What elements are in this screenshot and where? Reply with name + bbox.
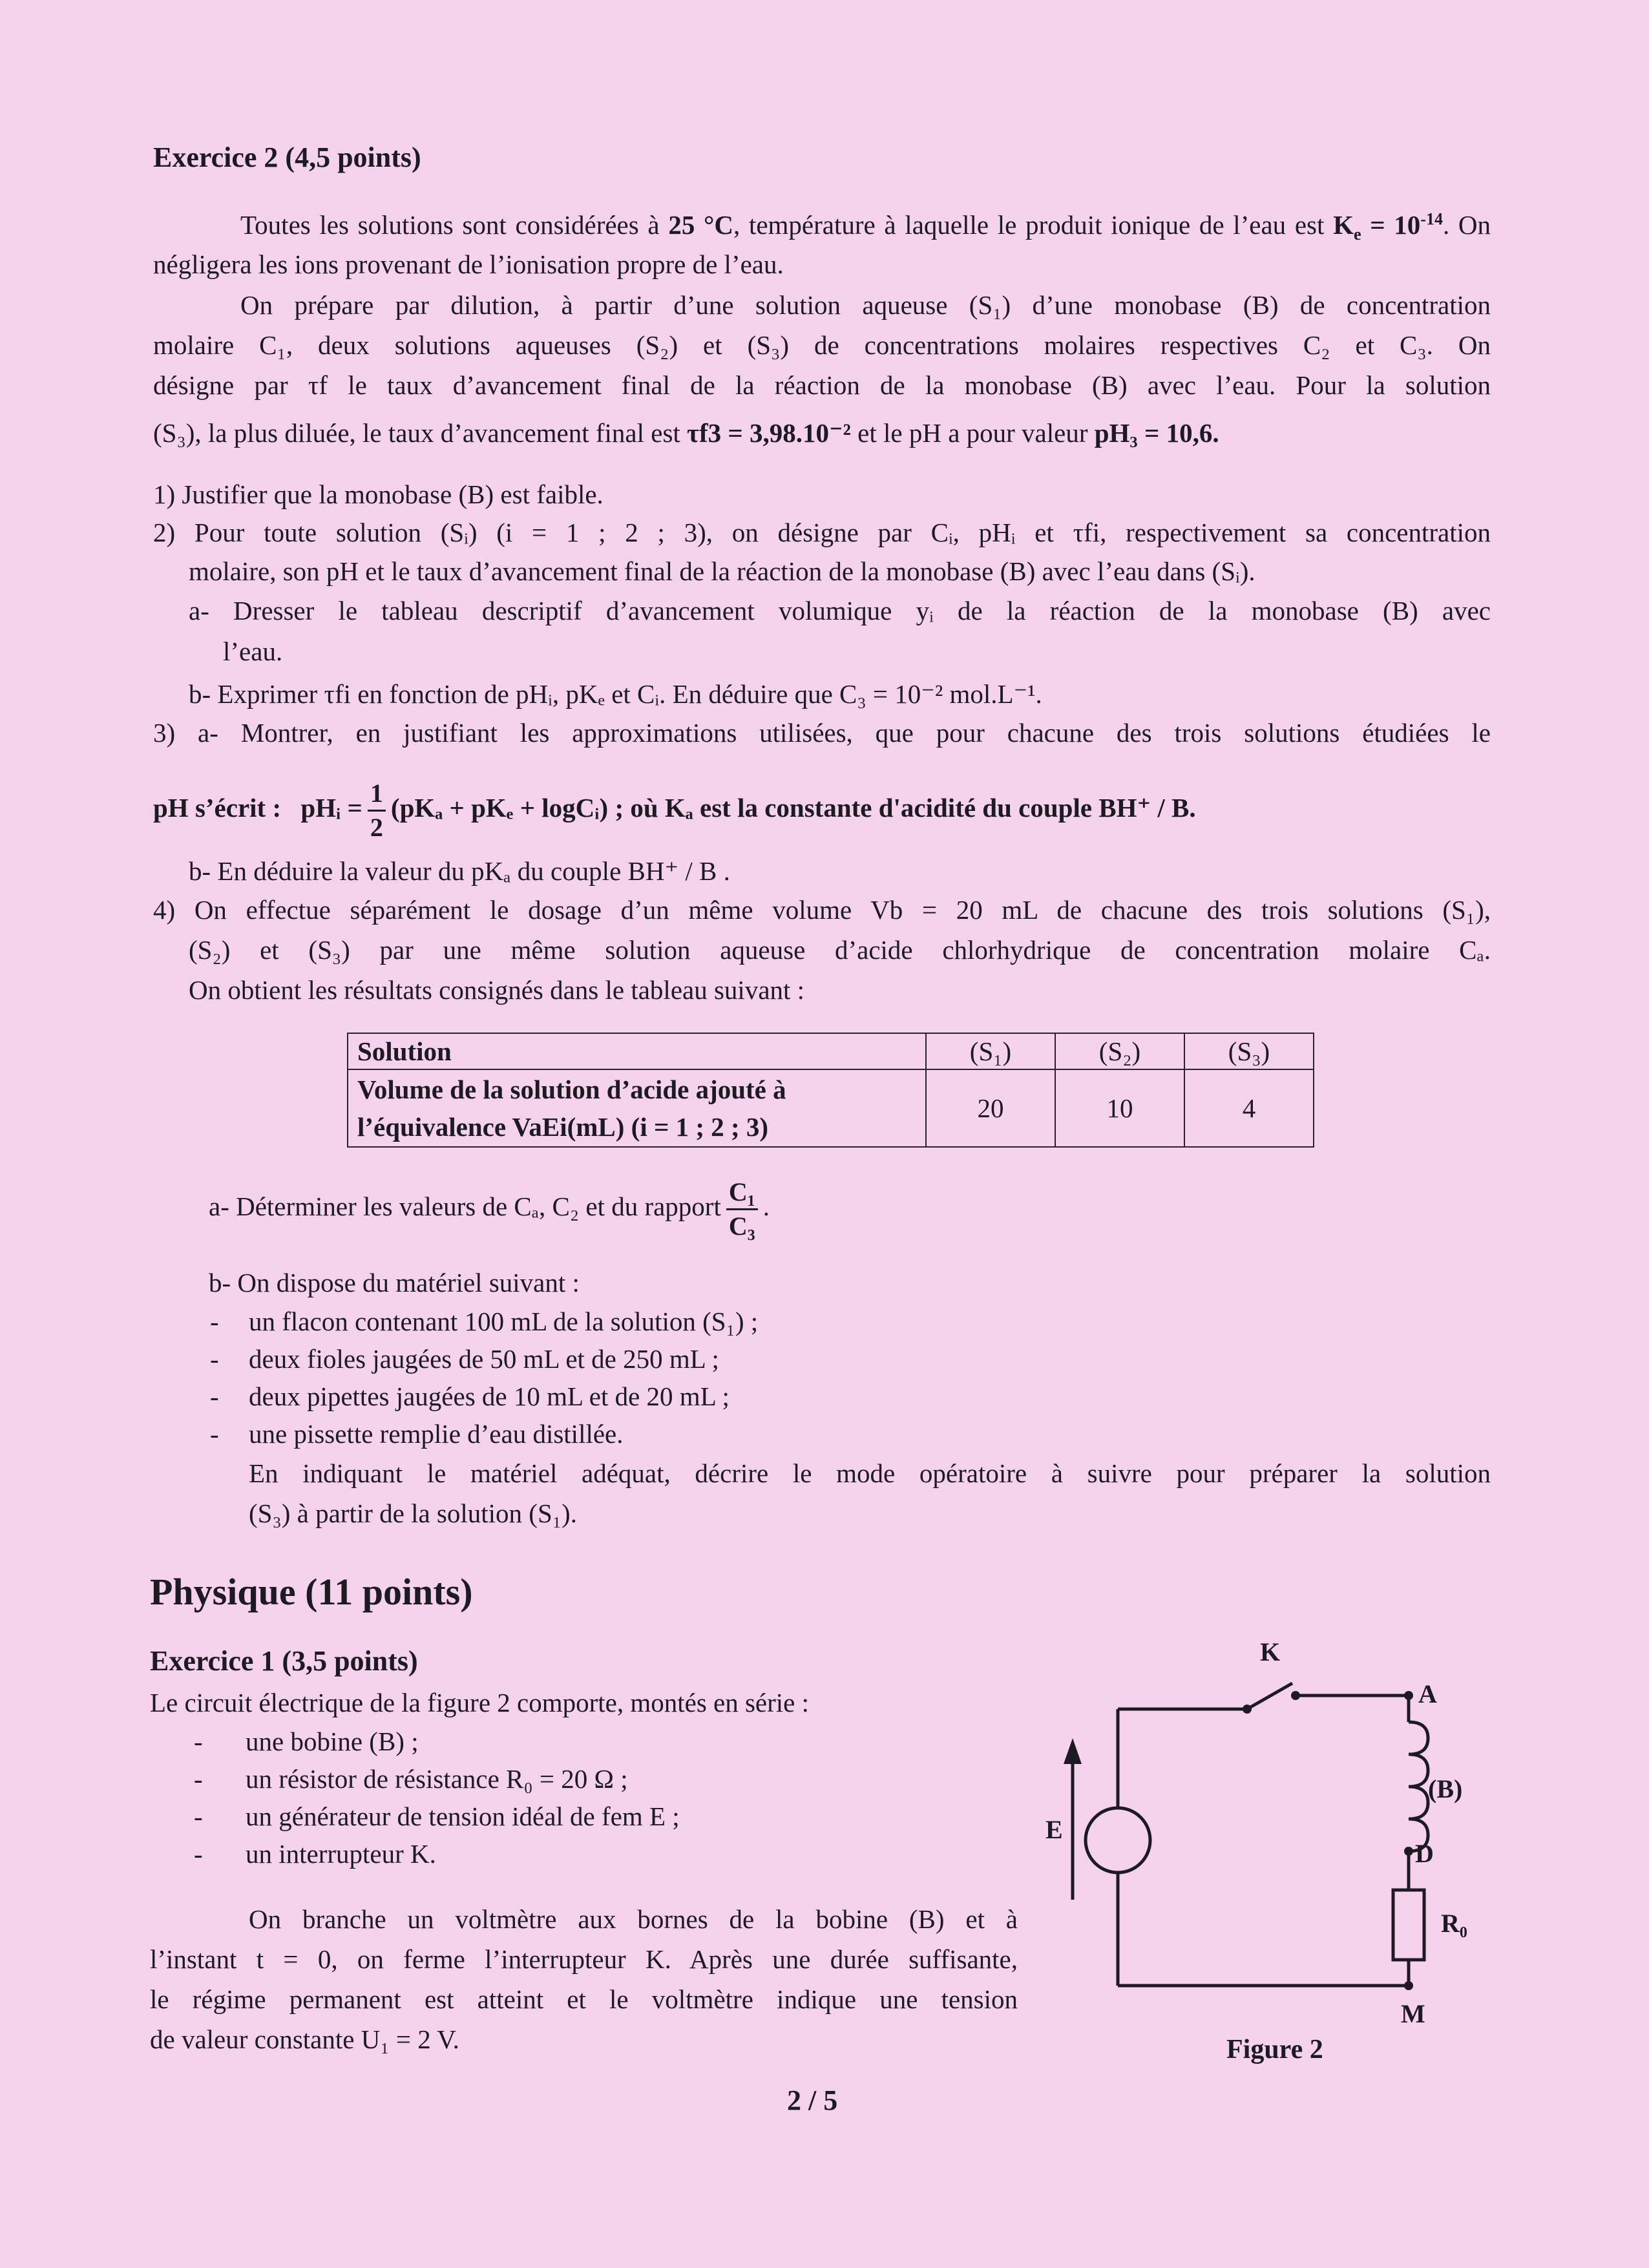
table-value-s1: 20 — [926, 1069, 1055, 1147]
exercise2-para2-line2: molaire C₁, deux solutions aqueuses (S₂) et (S₃) de concentrations molaires respectives C₂ et C₃. On — [153, 330, 1491, 360]
question-2a-line2: l’eau. — [223, 636, 283, 666]
label-r0: R₀ — [1441, 1909, 1467, 1938]
list-item: - un générateur de tension idéal de fem E ; — [194, 1801, 680, 1831]
question-2b: b- Exprimer τfi en fonction de pHᵢ, pKₑ et Cᵢ. En déduire que C₃ = 10⁻² mol.L⁻¹. — [189, 679, 1042, 709]
list-item: - un interrupteur K. — [194, 1839, 436, 1869]
resistor-r0 — [1393, 1890, 1424, 1960]
question-4-line1: 4) On effectue séparément le dosage d’un même volume Vb = 20 mL de chacune des trois solutions (S₁), — [153, 895, 1491, 925]
table-col-s2: (S₂) — [1055, 1033, 1184, 1069]
physique-ex1-intro: Le circuit électrique de la figure 2 comporte, montés en série : — [150, 1688, 810, 1717]
figure-caption: Figure 2 — [1226, 2035, 1323, 2064]
list-item: - un résistor de résistance R₀ = 20 Ω ; — [194, 1764, 628, 1794]
question-2-line2: molaire, son pH et le taux d’avancement final de la réaction de la monobase (B) avec l’eau dans (Sᵢ). — [189, 556, 1255, 586]
table-value-s3: 4 — [1184, 1069, 1314, 1147]
question-1: 1) Justifier que la monobase (B) est faible. — [153, 479, 604, 509]
node-m-dot — [1404, 1981, 1413, 1990]
label-b: (B) — [1428, 1774, 1463, 1803]
label-a: A — [1418, 1679, 1437, 1708]
ratio-fraction: $\frac{\text{C₁}}{\text{C₃}}$ — [726, 1176, 758, 1243]
question-4b: b- On dispose du matériel suivant : — [209, 1268, 580, 1297]
page-number: 2 / 5 — [787, 2084, 838, 2116]
physique-ex1-title: Exercice 1 (3,5 points) — [150, 1645, 418, 1677]
list-item: - une bobine (B) ; — [194, 1727, 419, 1756]
table-col-s3: (S₃) — [1184, 1033, 1314, 1069]
physique-para-line1: On branche un voltmètre aux bornes de la bobine (B) et à — [249, 1904, 1018, 1934]
table-row — [348, 1069, 1314, 1147]
question-3b: b- En déduire la valeur du pKₐ du couple BH⁺ / B . — [189, 856, 730, 886]
physique-para-line3: le régime permanent est atteint et le voltmètre indique une tension — [150, 1984, 1018, 2014]
node-a-dot — [1404, 1691, 1413, 1700]
question-4b-end-line2: (S₃) à partir de la solution (S₁). — [249, 1498, 577, 1528]
table-col-s1: (S₁) — [926, 1033, 1055, 1069]
formula-fraction: $\frac{1}{2}$ — [368, 777, 386, 844]
list-item: - un flacon contenant 100 mL de la solution (S₁) ; — [210, 1307, 759, 1336]
question-4-line3: On obtient les résultats consignés dans le tableau suivant : — [189, 975, 805, 1005]
switch-contact-left — [1243, 1705, 1252, 1714]
physique-para-line4: de valeur constante U₁ = 2 V. — [150, 2024, 459, 2054]
label-e: E — [1045, 1815, 1063, 1844]
question-4-line2: (S₂) et (S₃) par une même solution aqueuse d’acide chlorhydrique de concentration molaire Cₐ. — [189, 935, 1491, 965]
question-4a: a- Déterminer les valeurs de Cₐ, C₂ et du rapport $\frac{\text{C₁}}{\text{C₃}}$ . — [209, 1176, 770, 1243]
question-3a: 3) a- Montrer, en justifiant les approximations utilisées, que pour chacune des trois solutions étudiées le — [153, 718, 1491, 748]
exercise2-para2-line1: On prépare par dilution, à partir d’une solution aqueuse (S₁) d’une monobase (B) de concentration — [240, 290, 1491, 320]
exercise2-title: Exercice 2 (4,5 points) — [153, 142, 421, 173]
table-header-label: Solution — [348, 1033, 926, 1069]
switch-blade — [1247, 1683, 1292, 1709]
exercise2-intro: Toutes les solutions sont considérées à 25 °C, température à laquelle le produit ionique de l’eau est $K_e = 10^{-14}$. On négligera les ions provenant de l’ionisation propre de l’eau. — [153, 209, 1491, 279]
table-value-s2: 10 — [1055, 1069, 1184, 1147]
circuit-diagram — [1034, 1628, 1525, 2081]
results-table — [347, 1033, 1314, 1148]
tau-f3-value: τf3 = 3,98.10⁻² — [687, 418, 851, 448]
question-3-formula: pH s’écrit : pHᵢ = $\frac{1}{2}$ (pKₐ + pKₑ + logCᵢ) ; où Kₐ est la constante d'acidité du couple BH⁺ / B. — [153, 777, 1196, 844]
switch-contact-right — [1291, 1691, 1300, 1700]
label-d: D — [1415, 1839, 1434, 1868]
ph3-value: pH₃ = 10,6. — [1094, 418, 1219, 448]
table-row — [348, 1033, 1314, 1069]
components-list — [0, 1722, 1098, 1872]
label-m: M — [1401, 1999, 1425, 2028]
generator-circle — [1086, 1808, 1150, 1873]
coil — [1409, 1722, 1428, 1851]
materials-list — [0, 1302, 1649, 1452]
exercise2-para2-line3: désigne par τf le taux d’avancement final de la réaction de la monobase (B) avec l’eau. Pour la solution — [153, 370, 1491, 400]
question-2-line1: 2) Pour toute solution (Sᵢ) (i = 1 ; 2 ; 3), on désigne par Cᵢ, pHᵢ et τfi, respectivement sa concentration — [153, 518, 1491, 547]
physique-para-line2: l’instant t = 0, on ferme l’interrupteur K. Après une durée suffisante, — [150, 1944, 1018, 1974]
exercise2-para2-line4: (S₃), la plus diluée, le taux d’avancement final est τf3 = 3,98.10⁻² et le pH a pour valeur pH₃ = 10,6. — [153, 418, 1219, 448]
list-item: - une pissette remplie d’eau distillée. — [210, 1419, 624, 1449]
table-row-label: Volume de la solution d’acide ajouté à l’équivalence VaEi(mL) (i = 1 ; 2 ; 3) — [348, 1069, 926, 1147]
list-item: - deux fioles jaugées de 50 mL et de 250 mL ; — [210, 1344, 719, 1374]
emf-arrow-head — [1064, 1738, 1082, 1764]
list-item: - deux pipettes jaugées de 10 mL et de 20 mL ; — [210, 1381, 730, 1411]
node-d-dot — [1404, 1847, 1413, 1856]
label-k: K — [1260, 1637, 1281, 1666]
question-2a-line1: a- Dresser le tableau descriptif d’avancement volumique yᵢ de la réaction de la monobase (B) avec — [189, 596, 1491, 625]
question-4b-end-line1: En indiquant le matériel adéquat, décrire le mode opératoire à suivre pour préparer la solution — [249, 1458, 1491, 1488]
physique-title: Physique (11 points) — [150, 1571, 473, 1613]
